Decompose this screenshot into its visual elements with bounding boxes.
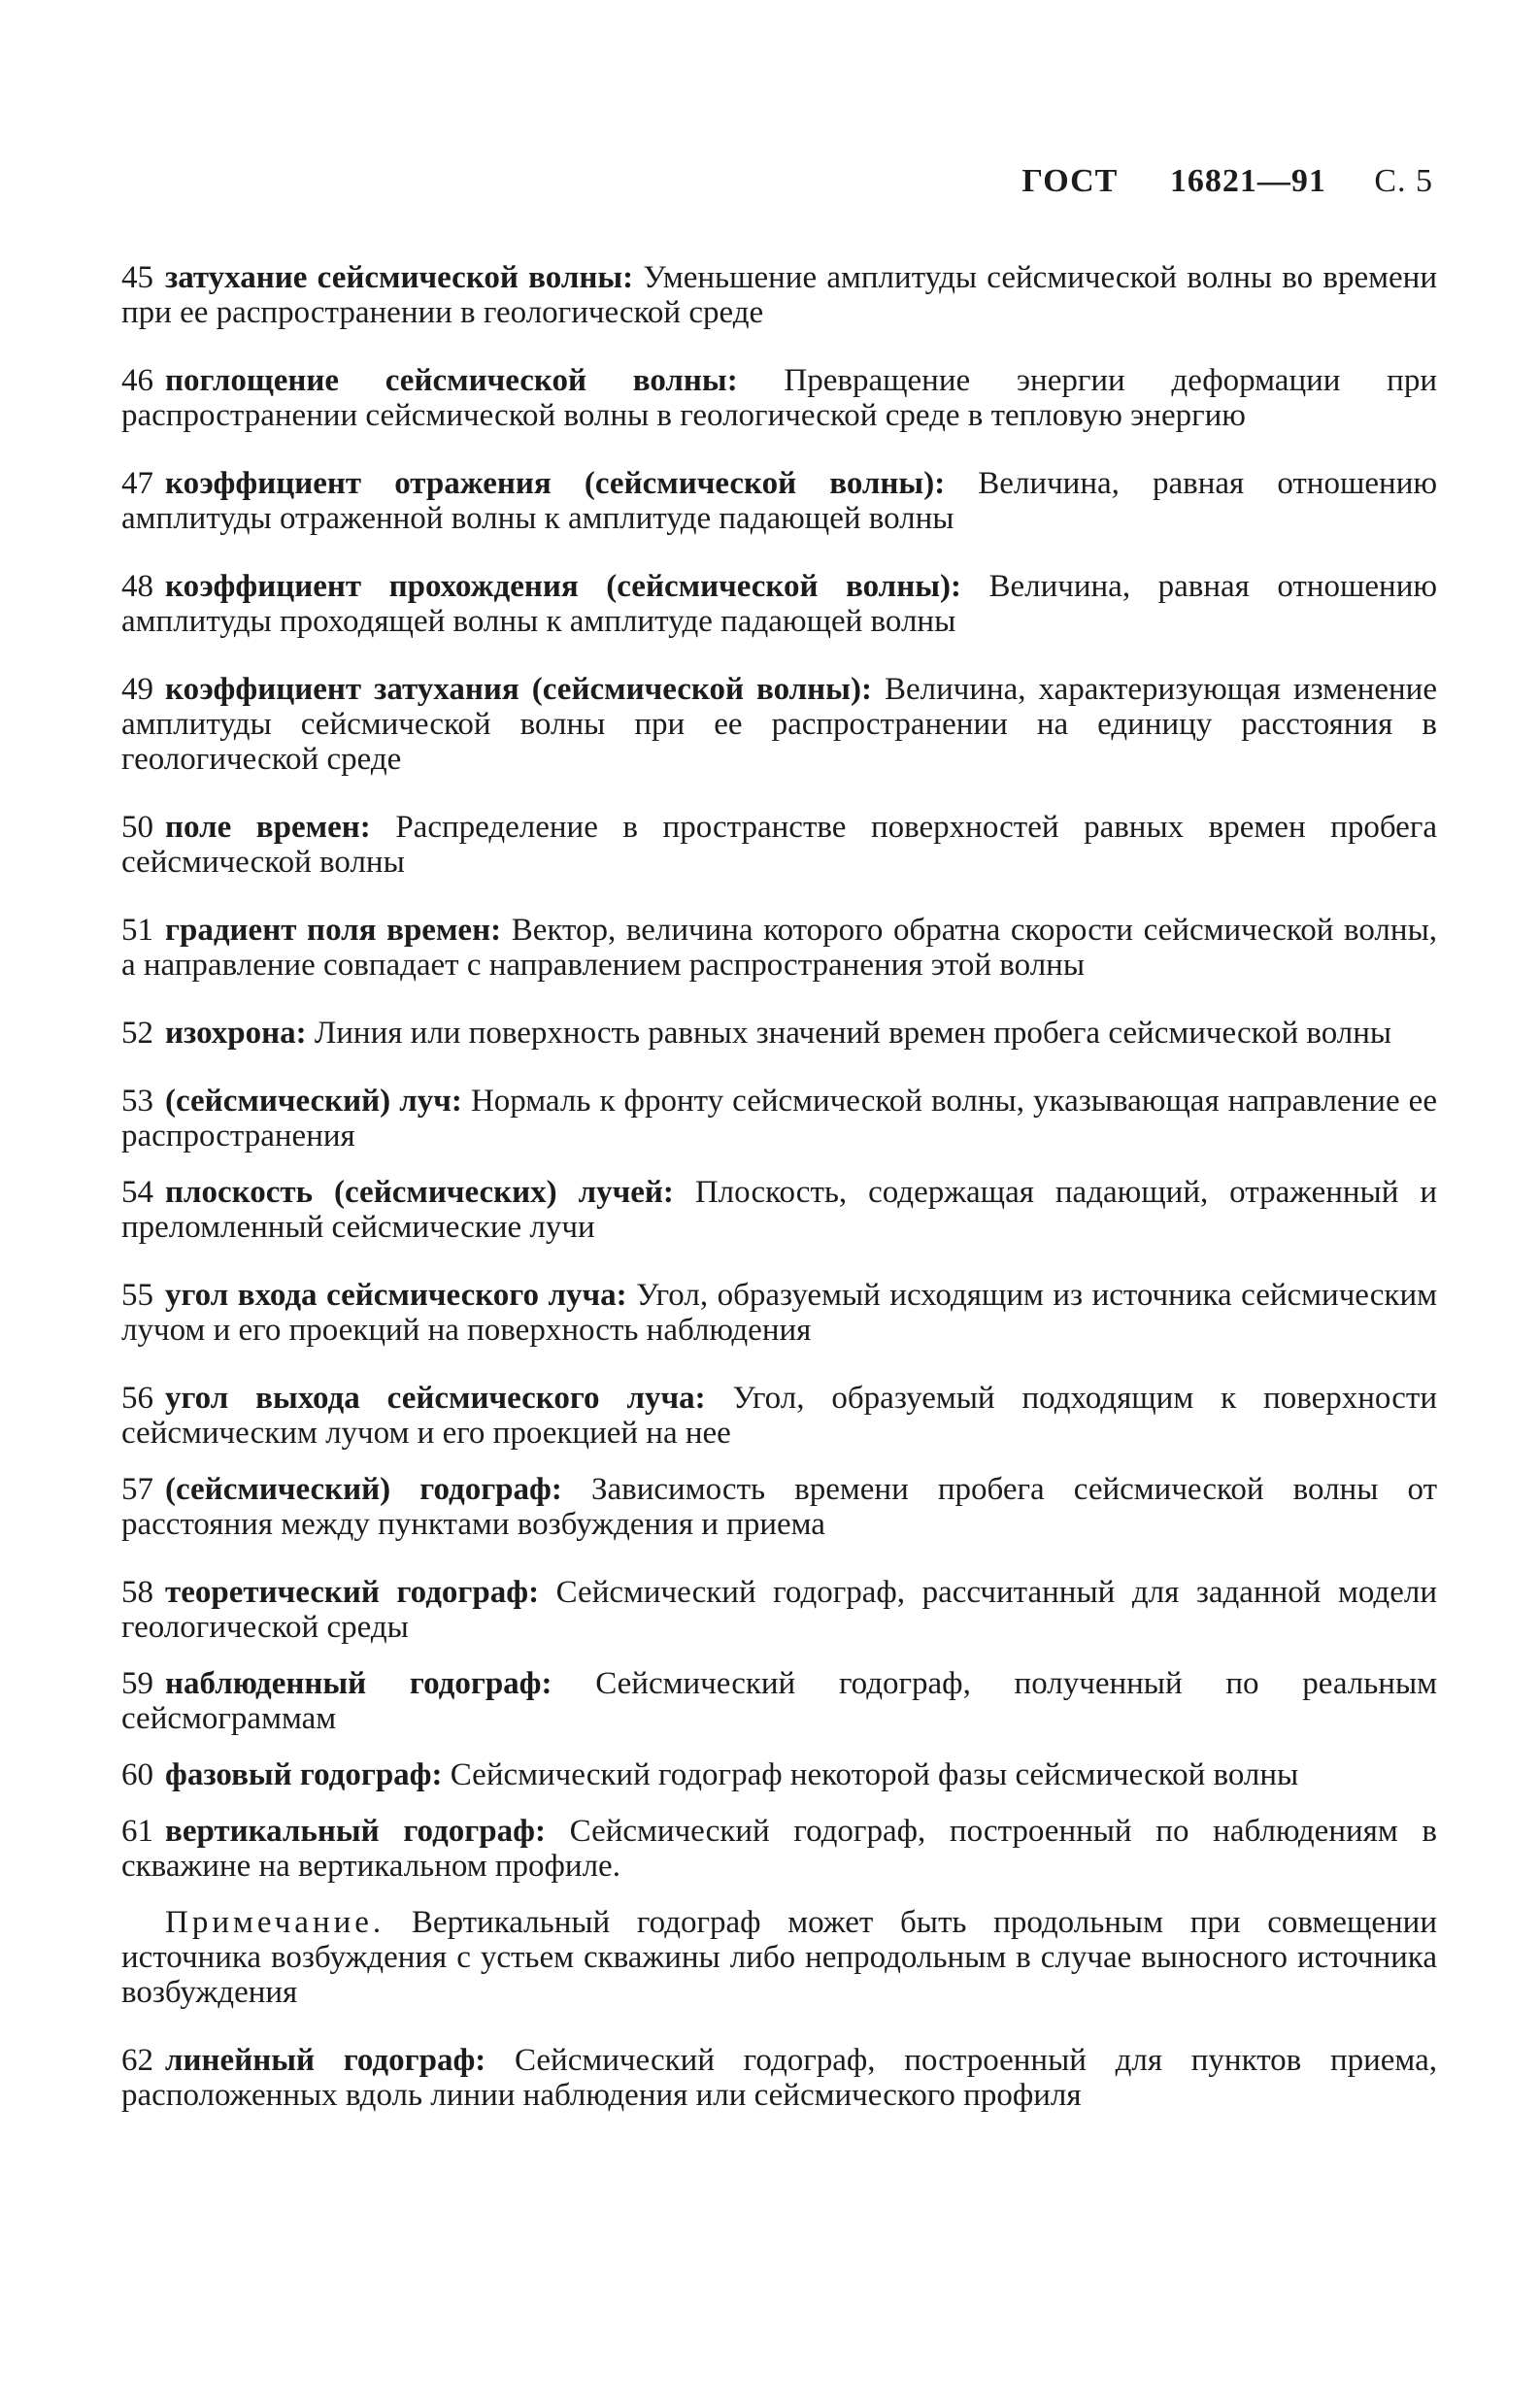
term-name: теоретический годограф — [165, 1575, 529, 1610]
term-number: 54 — [121, 1175, 153, 1210]
term-number: 60 — [121, 1757, 153, 1792]
note-text: Вертикальный годограф может быть продольным при совмещении источника возбуждения с устьем скважины либо непродольным в случае выносного источника возбуждения — [121, 1905, 1437, 2010]
term-entry-46: 46 поглощение сейсмической волны: Превращение энергии деформации при распространении сейсмической волны в геологической среде в тепловую энергию — [121, 363, 1437, 433]
term-definition: Величина, равная отношению амплитуды проходящей волны к амплитуде падающей волны — [121, 569, 1438, 639]
term-number: 50 — [121, 810, 153, 845]
term-number: 55 — [121, 1278, 153, 1313]
term-number: 46 — [121, 363, 153, 398]
term-definition: Сейсмический годограф, построенный по наблюдениям в скважине на вертикальном профиле. — [121, 1814, 1438, 1884]
term-number: 59 — [121, 1666, 153, 1701]
term-entry-61: 61 вертикальный годограф: Сейсмический годограф, построенный по наблюдениям в скважине на вертикальном профиле. — [121, 1814, 1438, 1884]
term-definition: Сейсмический годограф некоторой фазы сейсмической волны — [450, 1757, 1299, 1792]
term-name: угол входа сейсмического луча — [165, 1278, 617, 1313]
term-definition: Вектор, величина которого обратна скорости сейсмической волны, а направление совпадает с направлением распространения этой волны — [121, 913, 1437, 983]
term-entry-50: 50 поле времен: Распределение в пространстве поверхностей равных времен пробега сейсмической волны — [121, 810, 1437, 880]
term-number: 53 — [121, 1084, 153, 1119]
term-definition: Величина, равная отношению амплитуды отраженной волны к амплитуде падающей волны — [121, 466, 1438, 536]
page-header — [1021, 163, 1433, 200]
term-number: 62 — [121, 2043, 153, 2078]
term-definition: Уменьшение амплитуды сейсмической волны во времени при ее распространении в геологической среде — [121, 260, 1437, 330]
term-entry-54: 54 плоскость (сейсмических) лучей: Плоскость, содержащая падающий, отраженный и преломленный сейсмические лучи — [121, 1175, 1437, 1245]
page-number: С. 5 — [1374, 163, 1433, 199]
term-number: 61 — [121, 1814, 153, 1849]
term-entry-52: 52 изохрона: Линия или поверхность равных значений времен пробега сейсмической волны — [121, 1016, 1392, 1051]
term-name: затухание сейсмической волны — [165, 260, 623, 295]
term-number: 57 — [121, 1472, 153, 1507]
term-entry-59: 59 наблюденный годограф: Сейсмический годограф, полученный по реальным сейсмограммам — [121, 1666, 1437, 1736]
standard-label: ГОСТ — [1021, 163, 1119, 199]
term-entry-53: 53 (сейсмический) луч: Нормаль к фронту сейсмической волны, указывающая направление ее распространения — [121, 1084, 1437, 1153]
term-entry-51: 51 градиент поля времен: Вектор, величина которого обратна скорости сейсмической волны, а направление совпадает с направлением распространения этой волны — [121, 913, 1437, 983]
term-definition: Распределение в пространстве поверхностей равных времен пробега сейсмической волны — [121, 810, 1437, 880]
term-name: линейный годограф — [165, 2043, 476, 2078]
term-name: наблюденный годограф — [165, 1666, 542, 1701]
term-number: 52 — [121, 1016, 153, 1051]
term-definition: Зависимость времени пробега сейсмической волны от расстояния между пунктами возбуждения и приема — [121, 1472, 1437, 1542]
term-name: (сейсмический) луч — [165, 1084, 452, 1119]
term-name: фазовый годограф — [165, 1757, 432, 1792]
term-definition: Превращение энергии деформации при распространении сейсмической волны в геологической среде в тепловую энергию — [121, 363, 1437, 433]
term-number: 58 — [121, 1575, 153, 1610]
term-name: угол выхода сейсмического луча — [165, 1381, 695, 1416]
term-entry-47: 47 коэффициент отражения (сейсмической волны): Величина, равная отношению амплитуды отраженной волны к амплитуде падающей волны — [121, 466, 1438, 536]
term-entry-58: 58 теоретический годограф: Сейсмический годограф, рассчитанный для заданной модели геологической среды — [121, 1575, 1437, 1645]
term-entry-60: 60 фазовый годограф: Сейсмический годограф некоторой фазы сейсмической волны — [121, 1757, 1299, 1792]
note — [121, 1905, 1437, 2010]
term-number: 56 — [121, 1381, 153, 1416]
term-definition: Величина, характеризующая изменение амплитуды сейсмической волны при ее распространении на единицу расстояния в геологической среде — [121, 672, 1437, 777]
standard-number: 16821—91 — [1169, 163, 1326, 199]
term-entry-48: 48 коэффициент прохождения (сейсмической волны): Величина, равная отношению амплитуды проходящей волны к амплитуде падающей волны — [121, 569, 1438, 639]
term-name: коэффициент прохождения (сейсмической волны) — [165, 569, 951, 604]
term-name: коэффициент затухания (сейсмической волны) — [165, 672, 861, 707]
term-entry-57: 57 (сейсмический) годограф: Зависимость времени пробега сейсмической волны от расстояния между пунктами возбуждения и приема — [121, 1472, 1437, 1542]
term-definition: Сейсмический годограф, полученный по реальным сейсмограммам — [121, 1666, 1437, 1736]
term-name: градиент поля времен — [165, 913, 491, 948]
term-definition: Нормаль к фронту сейсмической волны, указывающая направление ее распространения — [121, 1084, 1437, 1153]
term-entry-56: 56 угол выхода сейсмического луча: Угол, образуемый подходящим к поверхности сейсмическим лучом и его проекцией на нее — [121, 1381, 1437, 1451]
term-number: 45 — [121, 260, 153, 295]
term-name: поглощение сейсмической волны — [165, 363, 727, 398]
term-entry-45: 45 затухание сейсмической волны: Уменьшение амплитуды сейсмической волны во времени при ее распространении в геологической среде — [121, 260, 1437, 330]
note-label: Примечание. — [165, 1905, 385, 1940]
terms-list — [121, 260, 1437, 2146]
term-definition: Плоскость, содержащая падающий, отраженный и преломленный сейсмические лучи — [121, 1175, 1437, 1245]
term-definition: Угол, образуемый исходящим из источника сейсмическим лучом и его проекций на поверхность наблюдения — [121, 1278, 1437, 1348]
term-name: плоскость (сейсмических) лучей — [165, 1175, 663, 1210]
term-entry-62: 62 линейный годограф: Сейсмический годограф, построенный для пунктов приема, расположенных вдоль линии наблюдения или сейсмического профиля — [121, 2043, 1437, 2113]
term-name: (сейсмический) годограф — [165, 1472, 552, 1507]
term-definition: Угол, образуемый подходящим к поверхности сейсмическим лучом и его проекцией на нее — [121, 1381, 1437, 1451]
term-definition: Сейсмический годограф, рассчитанный для заданной модели геологической среды — [121, 1575, 1437, 1645]
term-name: коэффициент отражения (сейсмической волны) — [165, 466, 935, 501]
term-number: 47 — [121, 466, 153, 501]
term-name: изохрона — [165, 1016, 296, 1051]
term-definition: Сейсмический годограф, построенный для пунктов приема, расположенных вдоль линии наблюдения или сейсмического профиля — [121, 2043, 1437, 2113]
term-number: 49 — [121, 672, 153, 707]
term-definition: Линия или поверхность равных значений времен пробега сейсмической волны — [314, 1016, 1392, 1051]
term-entry-55: 55 угол входа сейсмического луча: Угол, образуемый исходящим из источника сейсмическим лучом и его проекций на поверхность наблюдения — [121, 1278, 1437, 1348]
term-name: вертикальный годограф — [165, 1814, 535, 1849]
term-name: поле времен — [165, 810, 360, 845]
term-number: 51 — [121, 913, 153, 948]
term-entry-49: 49 коэффициент затухания (сейсмической волны): Величина, характеризующая изменение амплитуды сейсмической волны при ее распространении на единицу расстояния в геологической среде — [121, 672, 1437, 777]
term-number: 48 — [121, 569, 153, 604]
